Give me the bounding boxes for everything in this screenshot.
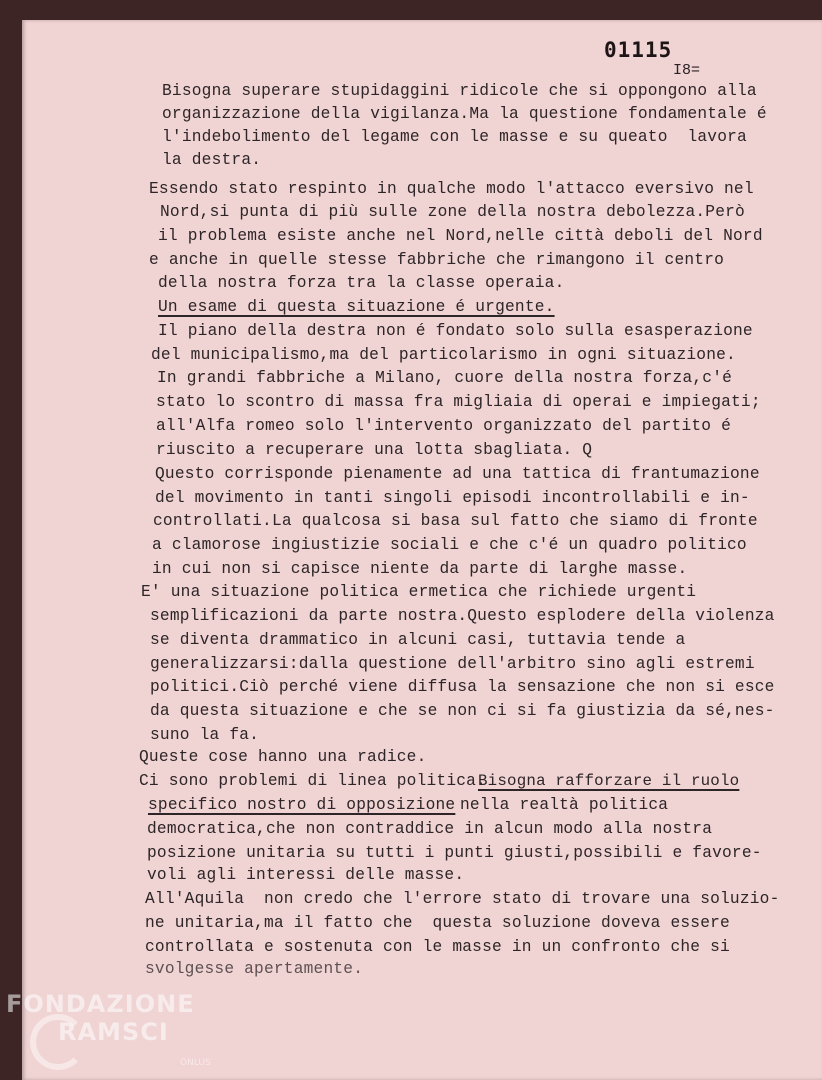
text-line: politici.Ciò perché viene diffusa la sensazione che non si esce bbox=[150, 678, 775, 696]
text-line: da questa situazione e che se non ci si fa giustizia da sé,nes- bbox=[150, 702, 775, 720]
text-line: all'Alfa romeo solo l'intervento organizzato del partito é bbox=[156, 417, 732, 435]
text-line: All'Aquila non credo che l'errore stato di trovare una soluzio- bbox=[145, 890, 780, 908]
text-line: Nord,si punta di più sulle zone della nostra debolezza.Però bbox=[160, 203, 745, 221]
text-line: generalizzarsi:dalla questione dell'arbitro sino agli estremi bbox=[150, 655, 755, 673]
text-line: Questo corrisponde pienamente ad una tattica di frantumazione bbox=[155, 465, 760, 483]
text-line: voli agli interessi delle masse. bbox=[147, 866, 465, 884]
text-line: il problema esiste anche nel Nord,nelle città deboli del Nord bbox=[158, 227, 763, 245]
underlined-phrase: specifico nostro di opposizione bbox=[148, 796, 456, 814]
text-line: controllati.La qualcosa si basa sul fatto che siamo di fronte bbox=[153, 512, 758, 530]
page-number: I8= bbox=[673, 62, 701, 79]
text-line: suno la fa. bbox=[150, 726, 260, 744]
underlined-phrase: Bisogna rafforzare il ruolo bbox=[478, 772, 740, 790]
text-line: posizione unitaria su tutti i punti giusti,possibili e favore- bbox=[147, 844, 762, 862]
text-line: della nostra forza tra la classe operaia. bbox=[158, 274, 565, 292]
text-line: l'indebolimento del legame con le masse e su queato lavora bbox=[162, 128, 747, 146]
text-line: Il piano della destra non é fondato solo sulla esasperazione bbox=[158, 322, 753, 340]
text-line: Essendo stato respinto in qualche modo l'attacco eversivo nel bbox=[149, 180, 754, 198]
text-line: la destra. bbox=[162, 151, 262, 169]
text-line: ne unitaria,ma il fatto che questa soluzione doveva essere bbox=[145, 914, 730, 932]
text-line: democratica,che non contraddice in alcun modo alla nostra bbox=[147, 820, 713, 838]
watermark-suffix: ONLUS bbox=[180, 1058, 211, 1068]
text-line: se diventa drammatico in alcuni casi, tuttavia tende a bbox=[150, 631, 686, 649]
text-line: in cui non si capisce niente da parte di larghe masse. bbox=[152, 560, 688, 578]
text-line: In grandi fabbriche a Milano, cuore della nostra forza,c'é bbox=[157, 369, 733, 387]
text-line: Bisogna superare stupidaggini ridicole che si oppongono alla bbox=[162, 82, 757, 100]
text-line: riuscito a recuperare una lotta sbagliata. Q bbox=[156, 441, 593, 459]
text-line: nella realtà politica bbox=[460, 796, 669, 814]
text-line: E' una situazione politica ermetica che richiede urgenti bbox=[141, 583, 697, 601]
scan-left-edge bbox=[0, 0, 22, 1080]
text-line: stato lo scontro di massa fra migliaia di operai e impiegati; bbox=[156, 393, 761, 411]
watermark-line2: RAMSCI bbox=[58, 1018, 169, 1046]
text-line: Queste cose hanno una radice. bbox=[139, 748, 427, 766]
text-line: Ci sono problemi di linea politica. bbox=[139, 772, 486, 790]
text-line: semplificazioni da parte nostra.Questo esplodere della violenza bbox=[150, 607, 775, 625]
text-line: svolgesse apertamente. bbox=[145, 960, 364, 978]
text-line: e anche in quelle stesse fabbriche che rimangono il centro bbox=[149, 251, 725, 269]
text-line: organizzazione della vigilanza.Ma la questione fondamentale é bbox=[162, 105, 767, 123]
text-line: del movimento in tanti singoli episodi incontrollabili e in- bbox=[155, 489, 750, 507]
watermark-line1: FONDAZIONE bbox=[6, 990, 195, 1018]
scan-top-edge bbox=[0, 0, 822, 20]
underlined-heading: Un esame di questa situazione é urgente. bbox=[158, 298, 555, 316]
document-number: 01115 bbox=[604, 38, 673, 62]
text-line: controllata e sostenuta con le masse in un confronto che si bbox=[145, 938, 730, 956]
text-line: del municipalismo,ma del particolarismo in ogni situazione. bbox=[151, 346, 736, 364]
text-line: a clamorose ingiustizie sociali e che c'é un quadro politico bbox=[152, 536, 747, 554]
